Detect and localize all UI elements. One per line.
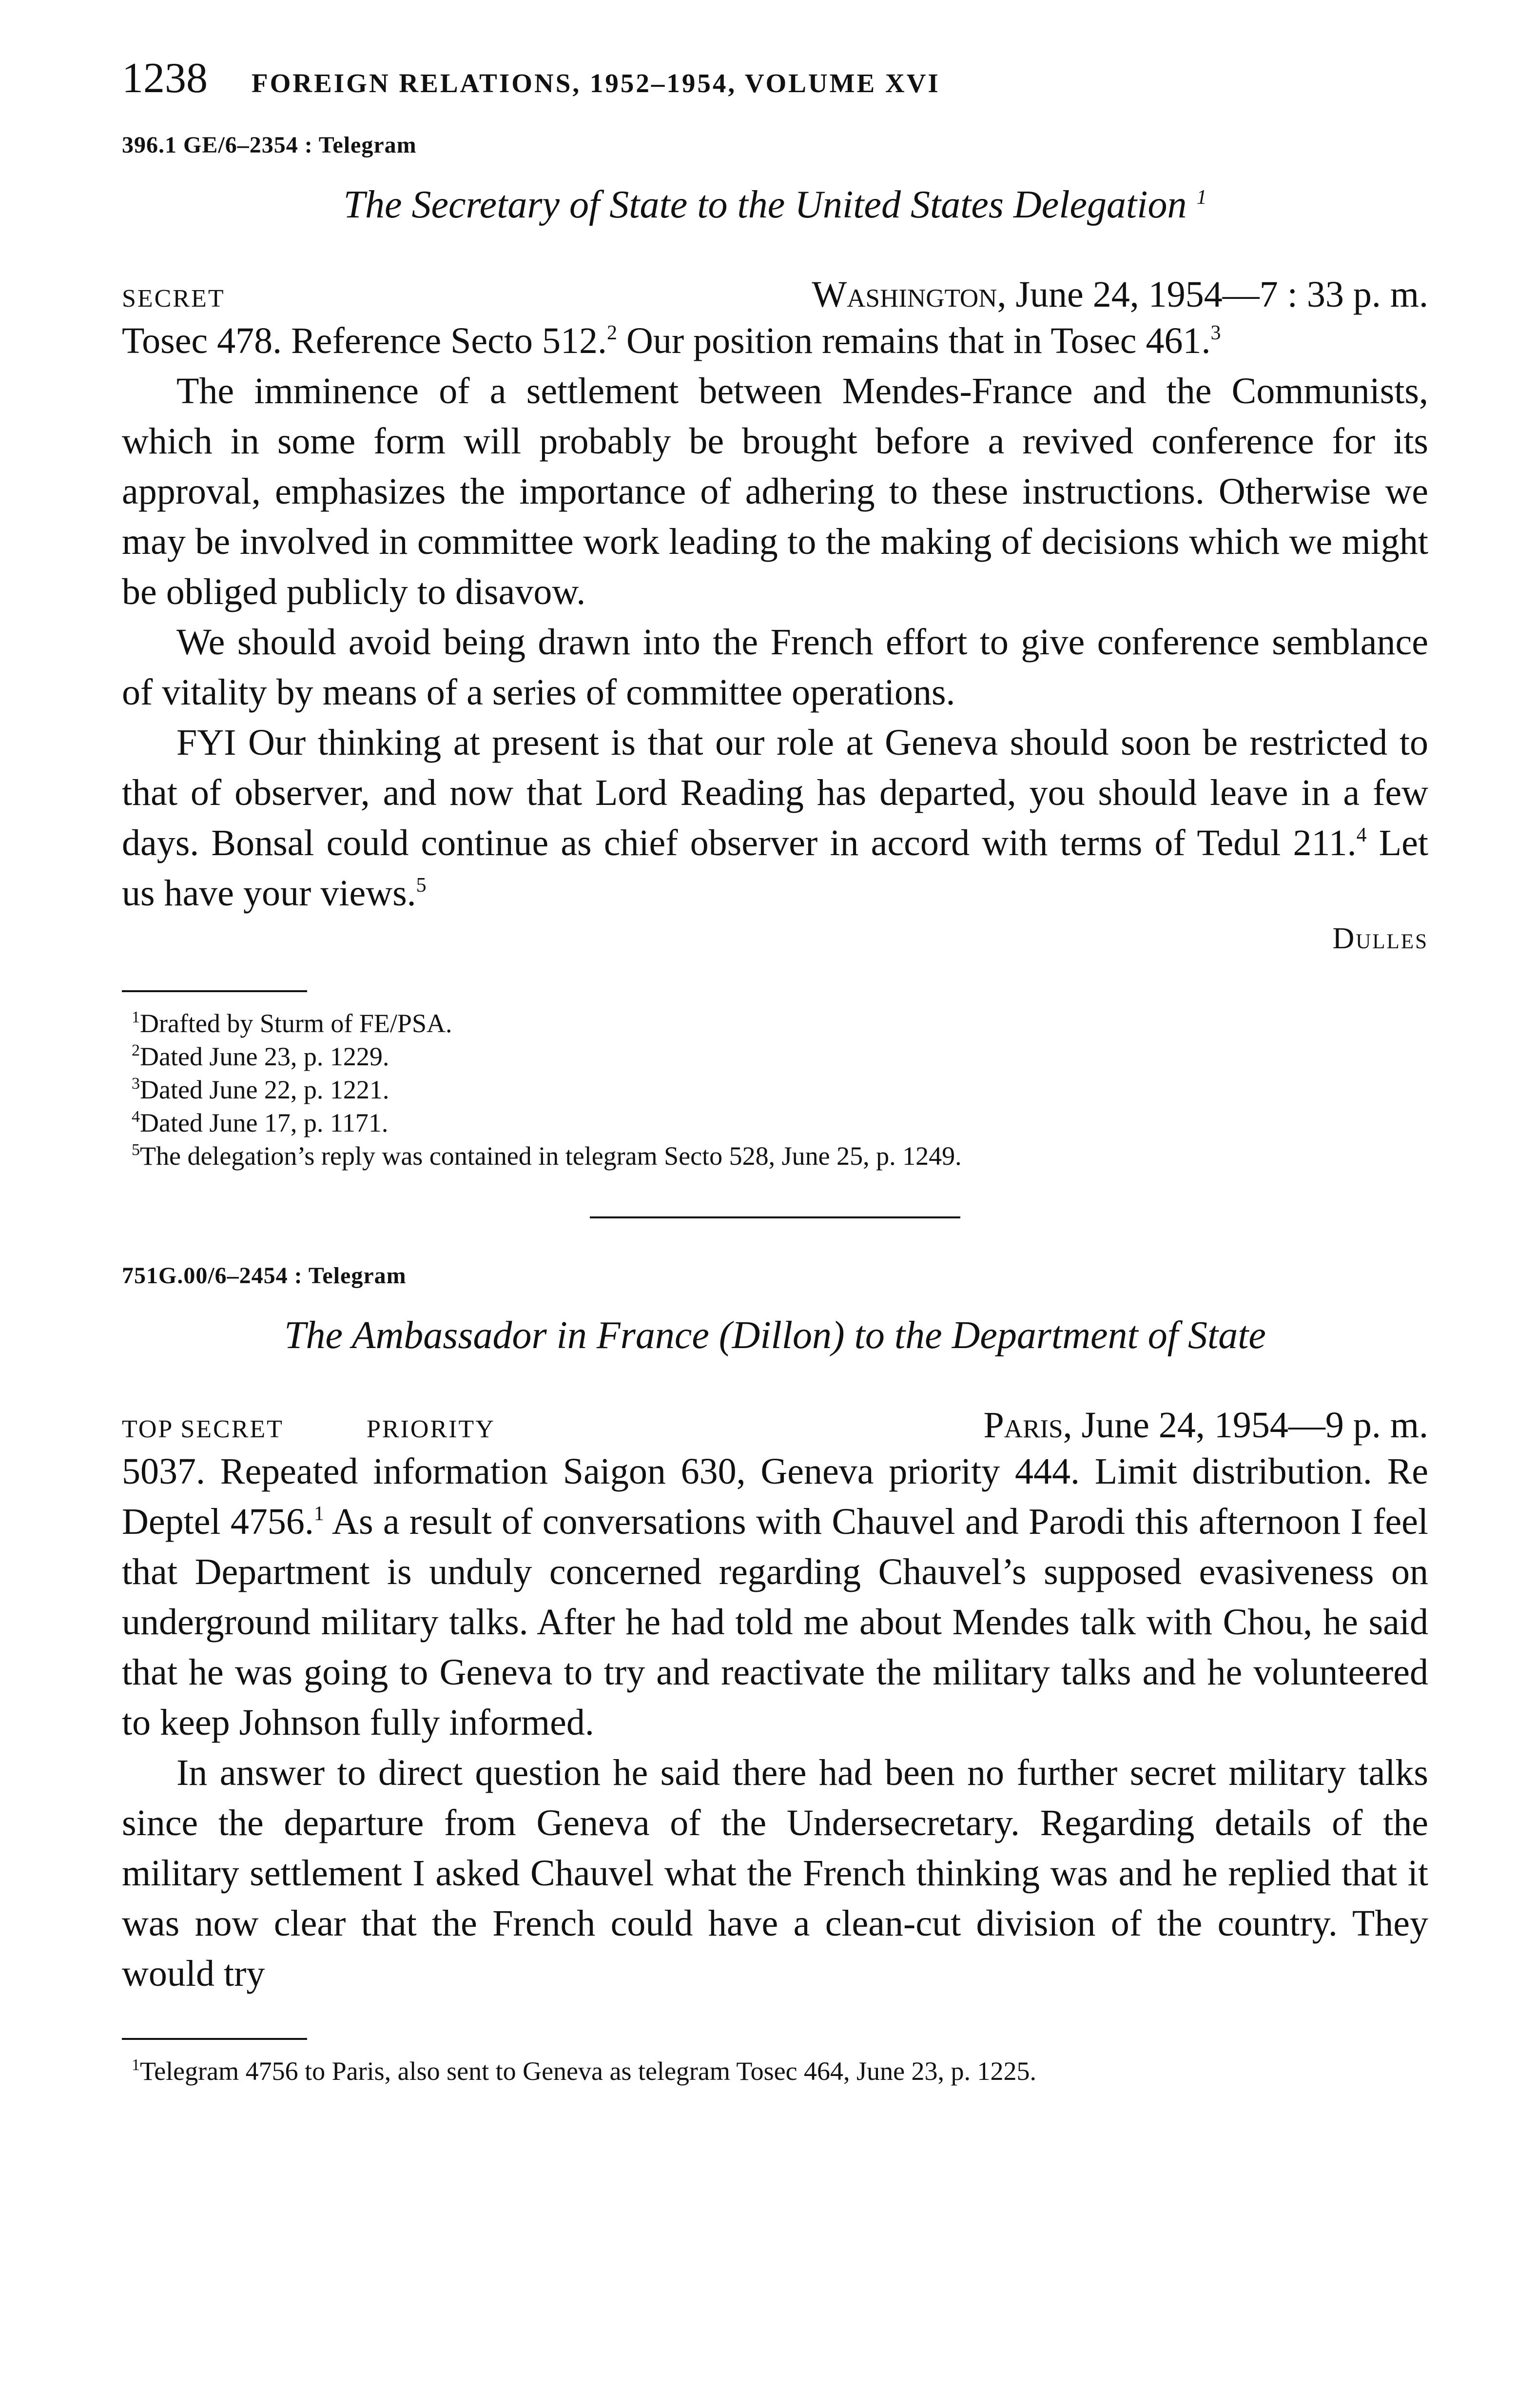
footnote-rule — [122, 2038, 307, 2040]
dateline-place: Washington — [812, 274, 997, 315]
paragraph-2: In answer to direct question he said there had been no further secret military talks since the departure from Geneva of the Undersecretary. Regarding details of the military settlement I asked Chauvel what the French thinking was and he replied that it was now clear that the French could have a clean-cut division of the country. They would try — [122, 1752, 1428, 1994]
footnote-number: 2 — [132, 1041, 140, 1059]
footnote — [122, 1073, 1428, 1106]
footnote-ref: 1 — [313, 1503, 324, 1525]
page-header — [122, 54, 1428, 117]
footnote-ref: 4 — [1356, 824, 1367, 846]
dateline-date: , June 24, 1954—7 : 33 p. m. — [997, 274, 1428, 315]
document-1 — [122, 132, 1428, 1173]
footnote — [122, 1139, 1428, 1173]
dateline — [122, 274, 1428, 316]
running-head: FOREIGN RELATIONS, 1952–1954, VOLUME XVI — [252, 68, 940, 98]
footnote-text: Dated June 22, p. 1221. — [140, 1075, 389, 1104]
paragraph-3: We should avoid being drawn into the French effort to give conference semblance of vitality by means of a series of committee operations. — [122, 622, 1428, 713]
footnote — [122, 2055, 1428, 2088]
text-run: Our position remains that in Tosec 461. — [617, 320, 1211, 361]
text-run: 5037. Repeated information Saigon 630, Geneva priority 444. Limit distribution. Re Deptel 4756. — [122, 1451, 1428, 1542]
text-run: Tosec 478. Reference Secto 512. — [122, 320, 607, 361]
signature: Dulles — [1332, 922, 1428, 955]
footnote-number: 3 — [132, 1075, 140, 1093]
text-run: As a result of conversations with Chauvel and Parodi this afternoon I feel that Department is unduly concerned regarding Chauvel’s supposed evasiveness on underground military talks. After he had told me about Mendes talk with Chou, he said that he was going to Geneva to try and reactivate the military talks and he volunteered to keep Johnson fully informed. — [122, 1501, 1428, 1743]
document-page — [122, 54, 1428, 2088]
document-2 — [122, 1262, 1428, 2088]
place-date — [984, 1404, 1428, 1447]
place-date — [812, 274, 1428, 316]
footnote-ref: 5 — [416, 874, 427, 897]
text-run: FYI Our thinking at present is that our role at Geneva should soon be restricted to that of observer, and now that Lord Reading has departed, you should leave in a few days. Bonsal could continue as chief observer in accord with terms of Tedul 211. — [122, 722, 1428, 863]
footnotes — [122, 1007, 1428, 1173]
footnote-number: 1 — [132, 1008, 140, 1026]
classification: TOP SECRET — [122, 1415, 284, 1443]
footnote — [122, 1007, 1428, 1040]
paragraph-4 — [122, 718, 1428, 919]
footnote-number: 5 — [132, 1141, 140, 1159]
dateline-date: , June 24, 1954—9 p. m. — [1063, 1405, 1428, 1446]
paragraph-1 — [122, 316, 1428, 366]
footnote-text: Telegram 4756 to Paris, also sent to Geneva as telegram Tosec 464, June 23, p. 1225. — [140, 2056, 1037, 2086]
document-title-text: The Secretary of State to the United States Delegation — [343, 183, 1187, 226]
footnote-ref: 3 — [1210, 322, 1221, 344]
text-run: Let us have your views. — [122, 822, 1428, 914]
file-number: 396.1 GE/6–2354 : Telegram — [122, 132, 417, 158]
footnote-number: 4 — [132, 1108, 140, 1126]
classification: SECRET — [122, 285, 225, 313]
document-title — [122, 183, 1428, 227]
footnote-rule — [122, 990, 307, 992]
classification-group — [122, 1415, 495, 1444]
file-number: 751G.00/6–2454 : Telegram — [122, 1263, 407, 1289]
footnote-text: Dated June 17, p. 1171. — [140, 1108, 389, 1137]
priority: PRIORITY — [366, 1415, 495, 1443]
page-number: 1238 — [122, 55, 208, 102]
footnote-text: The delegation’s reply was contained in telegram Secto 528, June 25, p. 1249. — [140, 1141, 962, 1171]
document-title: The Ambassador in France (Dillon) to the Department of State — [284, 1314, 1266, 1357]
footnote — [122, 1106, 1428, 1139]
paragraph-2: The imminence of a settlement between Mendes-France and the Communists, which in some form will probably be brought before a revived conference for its approval, emphasizes the importance of adhering to these instructions. Otherwise we may be involved in committee work leading to the making of decisions which we might be obliged publicly to disavow. — [122, 371, 1428, 612]
footnote — [122, 1040, 1428, 1073]
footnote-text: Drafted by Sturm of FE/PSA. — [140, 1009, 452, 1038]
footnote-ref: 1 — [1196, 186, 1207, 209]
dateline — [122, 1404, 1428, 1447]
dateline-place: Paris — [983, 1405, 1063, 1446]
footnote-text: Dated June 23, p. 1229. — [140, 1042, 389, 1071]
footnote-number: 1 — [132, 2056, 140, 2074]
footnote-ref: 2 — [606, 322, 617, 344]
paragraph-1 — [122, 1447, 1428, 1748]
document-separator — [590, 1216, 960, 1218]
